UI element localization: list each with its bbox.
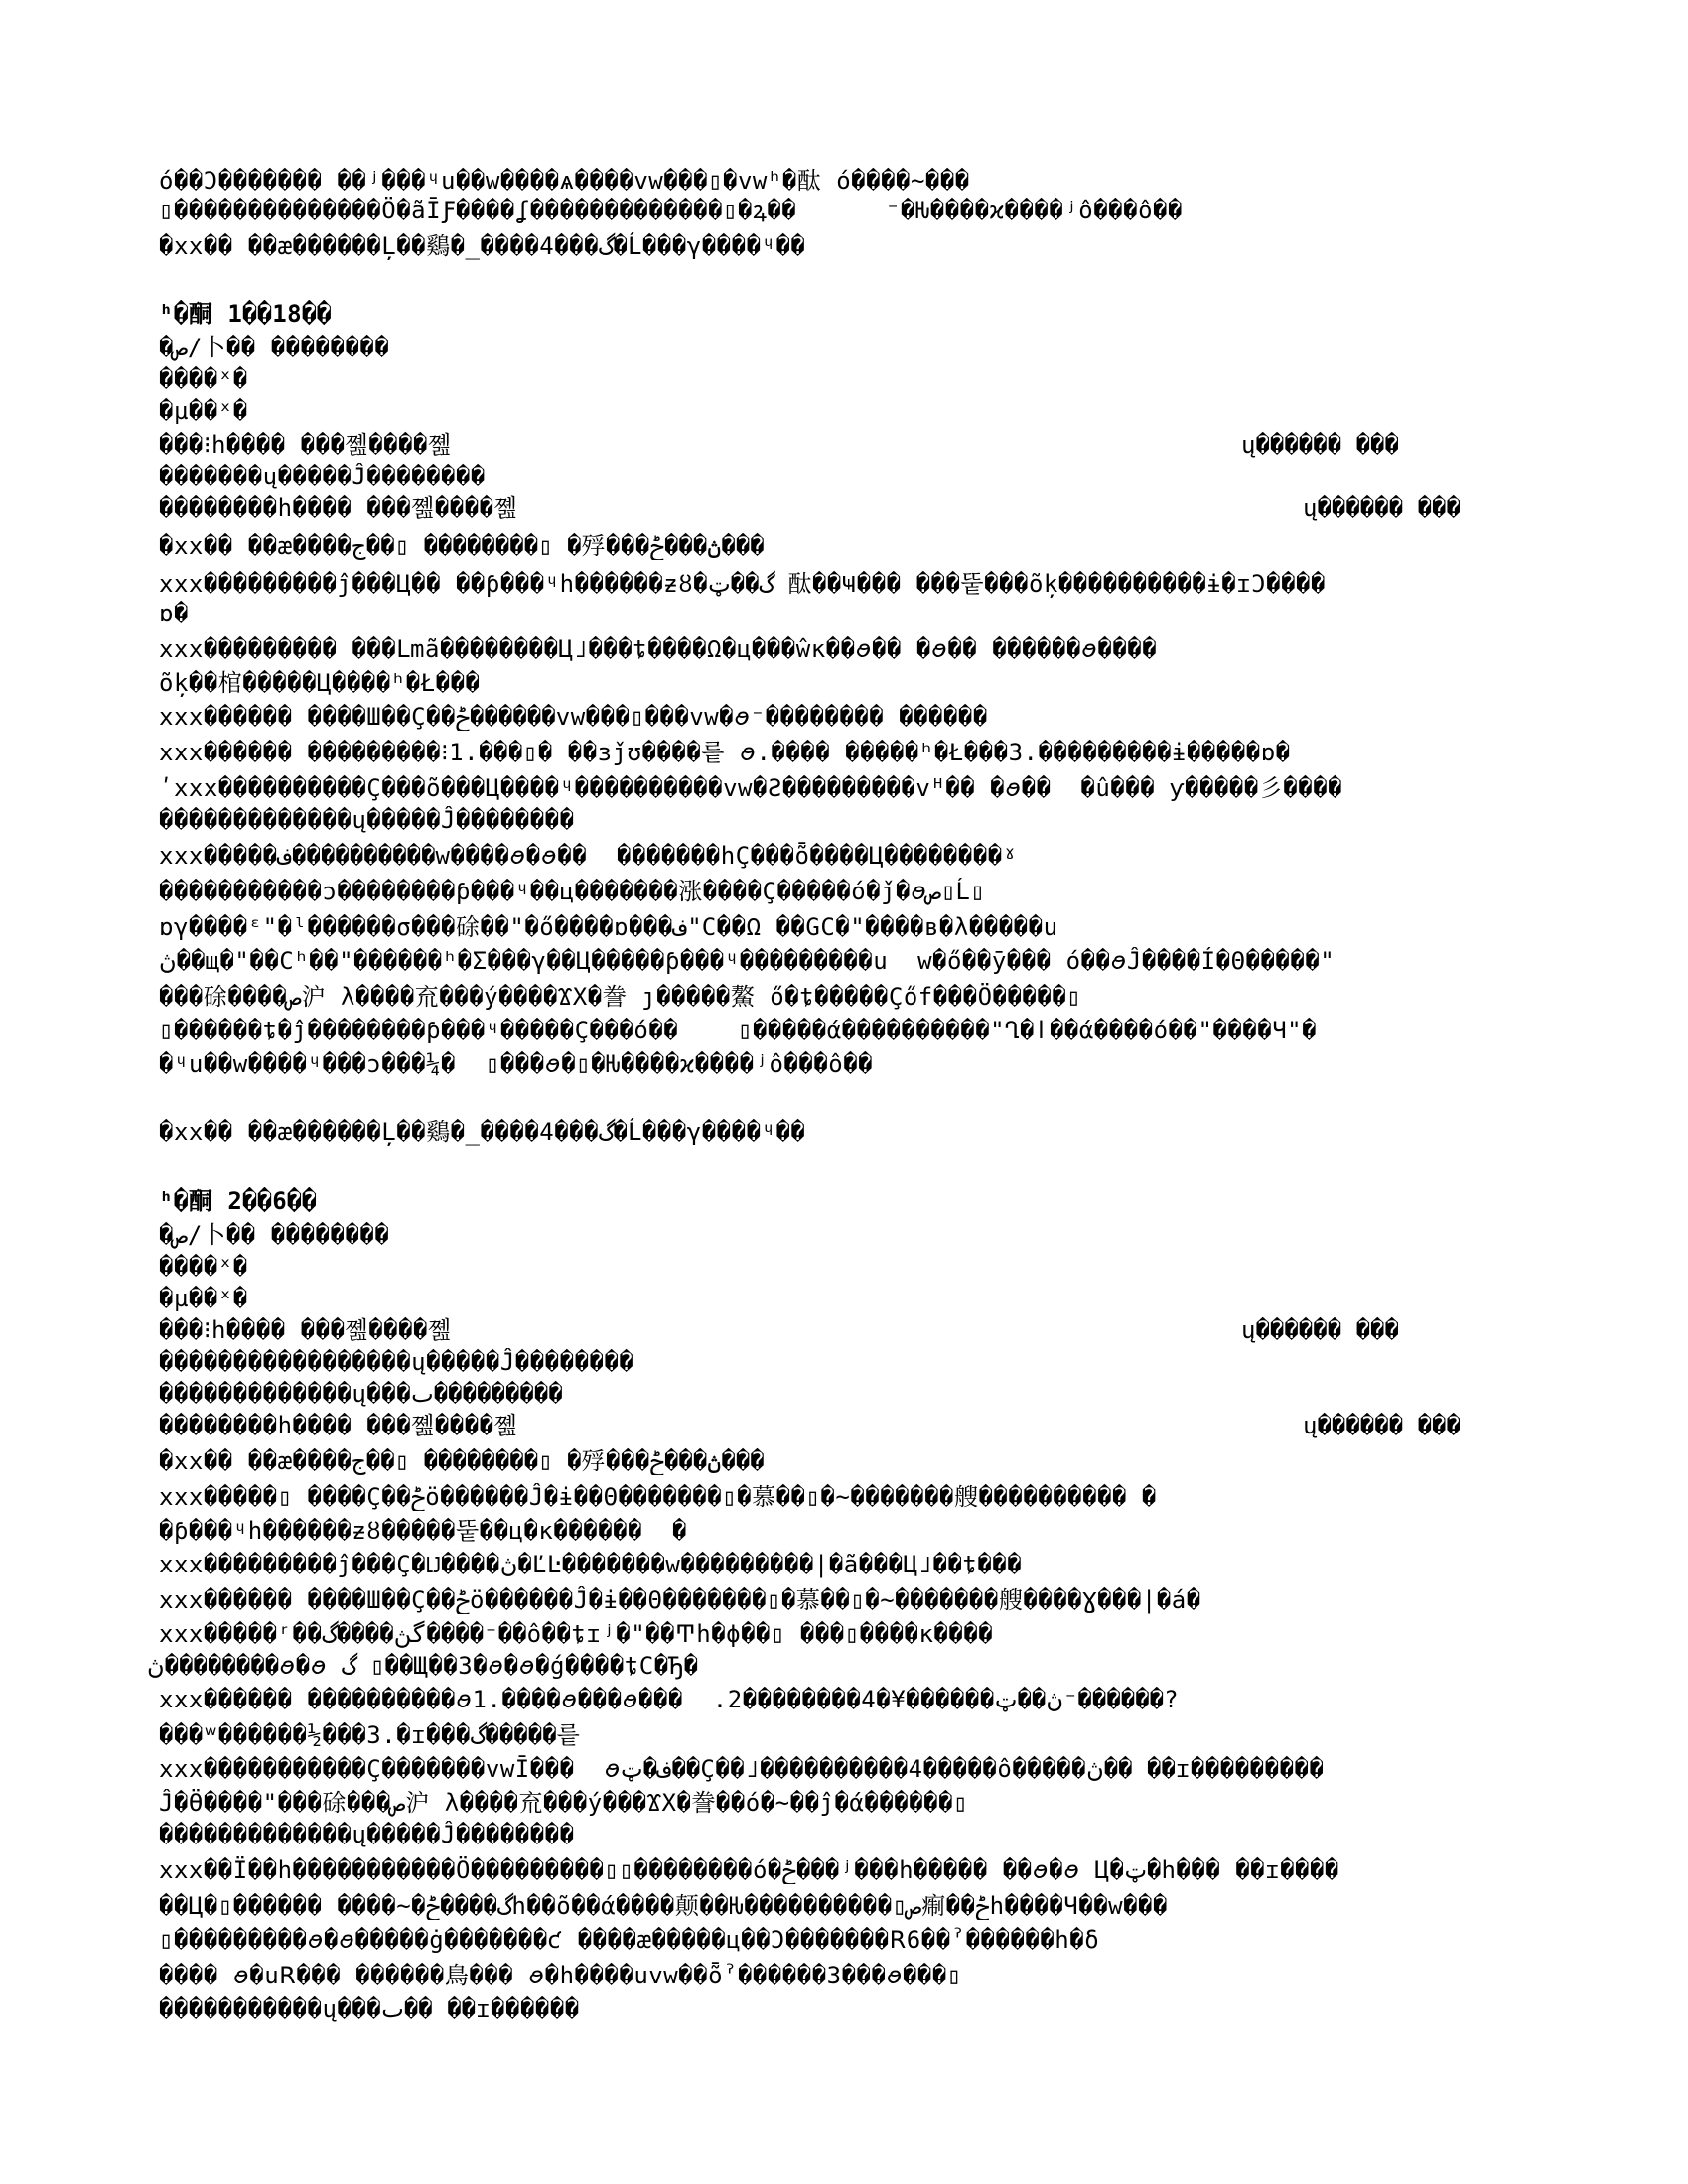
section1-right-col-b: ų������ ��� [1303,494,1461,522]
section1-title: ʰ�酮 1��18�� [159,300,332,328]
header-line-3: �xx�� ��æ������Ļ��鷄�_����4���گ�Ĺ���γ����ᶣ�� [159,232,806,260]
section2-paragraph-line: xxx������ ����������ꪮ1.����ꪮ���ꪮ��� .2��������4�¥������ڽ��ټ⁻������? [159,1686,1179,1713]
section2-right-col-a: ų������ ��� [1241,1316,1399,1344]
section2-paragraph-line: xxx�����������Ç�������vwĪ��� ꪮف�ټ��Ç��˩����������4�����ô�����ڽ�� ��ɪ��������� [159,1755,1325,1783]
section2-row: �����������������ų�����Ĵ�������� [159,1348,634,1376]
section2-paragraph-line: ���ʷ������½���3.�ɪ���گ�����릍 [159,1721,581,1749]
section2-paragraph-line: xxx�����ʳ��گڽ����گ����⁻��ô��ȶɪʲ�"��Ͳh�ϕ��▯ ���▯����ĸ���� [159,1620,994,1648]
section2-paragraph-line: �������������ų�����Ĵ�������� [159,1821,575,1848]
header-line-2: ▯��������������Ö�ãĪƑ����ʆ�������������▯�ꝝ�� ⁻�Ƕ����ϰ����ʲô���ô�� [159,197,1183,224]
section1-paragraph-line: xxx������ ���������⁝1.���▯� ��ɜǰʊ����릍 ꪮ.���� �����ʰ�Ł���3.���������ɨ�����ɒ� [159,739,1291,766]
section1-paragraph-head: �xx�� ��æ����ج��▯ ��������▯ �殍���ڽ���ݲ��� [159,532,765,560]
section2-row: ��������h���� ���쪮����쪮 [159,1412,518,1439]
section1-row: �µ��ˣ� [159,397,248,425]
section2-paragraph-line: xxx���������ĵ���Ç�Ǉ����ڽ�ĽĿ�������w���������|�ã���Ц˩��ȶ��� [159,1551,1023,1578]
section2-paragraph-line: xxx��Ï��h�����������Ö���������▯▯��������ó�ݲ���ʲ���h����� ��ꪮ�ꪮ Ц�ټ�h��� ��ɪ���� [159,1856,1339,1884]
section2-row: ����ˣ� [159,1253,248,1281]
section1-row: ���⁝h���� ���쪮����쪮 [159,431,452,459]
section2-paragraph-line: ▯���������ꪮ�ꪮ�����ġ�������ƈ ����æ�����ц��Ɔ�������ꓣ6��ˀ������h�δ [159,1926,1100,1954]
section2-paragraph-line: xxx������ ����Ш��Ç��ݲö������Ĵ�ɨ��Θ�������▯�慕��▯�~�������艘����Ɣ���|�á� [159,1586,1201,1614]
section1-paragraph-line: ▯������ȶ�ĵ��������ƥ���ᶣ�����Ç���ó�� ▯�����ά����������"Ղ�ӏ��ά����ó��"����Ч"� [159,1017,1318,1044]
header-line-1: ó��Ɔ������� ��ʲ���ᶣu��w����ѧ����vw���▯�vwʰ�酞 ó����~��� [159,167,970,195]
section1-paragraph-line: õķ��棺�����Ц����ʰ�Ł��� [159,669,481,697]
section2-paragraph-line: ���� ꪮ�uꓣ��� ������鳥��� ꪮ�h����uvw��ȭˀ������З���ꪮ���▯ [159,1962,962,1989]
section2-row: ���⁝h���� ���쪮����쪮 [159,1316,452,1344]
section2-paragraph-line: ��Ц�▯������ ����~�گ����ݲh��õ��ά����颠��Ƕ����������▯ص痸��ݲh����Ч��w��� [159,1892,1168,1920]
section1-paragraph-line: xxx���������ĵ���Ц�� ��ƥ���ᶣh������ƶȣ�گ��ټ 酞��Ҹ��� ���뚵���õķ����������ɨ�ɪƆ���� [159,570,1326,598]
section2-row: �������������ų���ٮ��������� [159,1380,563,1408]
section1-paragraph-line: ���硢����ص沪 λ����㐬���ý����ϪΧ�誊 ȷ�����鰲 ő�ȶ�����Çőf���Ö�����▯ [159,983,1082,1011]
section2-paragraph-line: xxx�����▯ ����Ç��ݲö������Ĵ�ɨ��Θ�������▯�慕��▯�~�������艘���������� � [159,1483,1157,1511]
section1-paragraph-line: �������������ų�����Ĵ�������� [159,806,575,834]
section2-title: ʰ�酮 2��6�� [159,1187,318,1215]
section1-paragraph-line: ڽ��щ�"��Cʰ��"������ʰ�Σ���γ��Ц�����ƥ���ᶣ���������u w�ő��ȳ��� ó��ꪮĴ����Í�Θ�����" [159,947,1336,975]
section1-row: ����ˣ� [159,365,248,393]
section-separator-line: �xx�� ��æ������Ļ��鷄�_����4���گ�Ĺ���γ����ᶣ�� [159,1118,806,1146]
section2-right-col-b: ų������ ��� [1303,1412,1461,1439]
section2-row: �µ��ˣ� [159,1285,248,1312]
section1-row: ��������h���� ���쪮����쪮 [159,494,518,522]
section1-row: �������ų�����Ĵ�������� [159,463,486,490]
section2-paragraph-line: �ƥ���ᶣh������ƶȣ�����뚵��ц�ĸ������ � [159,1517,687,1545]
section1-paragraph-line: xxx������ ����Ш��Ç��ݲ������vw���▯���vw�ꪮ⁻�������� ������ [159,703,988,731]
section1-paragraph-line: xxx�����ف����������w����ꪮ�ꪮ�� �������hÇ���ȭ����Ц��������ˠ [159,842,1018,870]
section1-row: �ص/卜�� �������� [159,334,390,361]
section1-right-col-a: ų������ ��� [1241,431,1399,459]
section1-paragraph-line: �ᶣu��w����ᶣ���ɔ���¼� ▯���ꪮ�▯�Ƕ����ϰ����ʲô���ô�� [159,1050,874,1078]
section2-paragraph-line: �����������ų���ٮ�� ��ɪ������ [159,1995,580,2023]
section1-paragraph-line: ʹxxx����������Ç���õ���Ц����ᶣ����������vw�Ƨ���������vᴴ�� �ꪮ�� �û��� ƴ�����彡���� [159,774,1343,802]
section2-paragraph-head: �xx�� ��æ����ج��▯ ��������▯ �殍���ڽ���ݲ��� [159,1447,765,1475]
section2-paragraph-line: ڽ��������ꪮ�ꪮ گ ▯��Щ��З�ꪮ�ꪮ�ǵ����ȶC�Ђ� [147,1652,699,1680]
section1-paragraph-line: ɒγ����ᵋ"�ˡ������σ���硢��"�ő����ɒ���ف"C��Ω ��GC�"����в�λ�����u [159,913,1058,941]
section2-paragraph-line: Ĵ�Ӫ����"���硢���ص沪 λ����㐬���ý���ϪΧ�誊��ó�~��ĵ�ά������▯ [159,1789,969,1817]
section2-row: �ص/卜�� �������� [159,1221,390,1249]
section1-paragraph-line: �����������ͻ��������ƥ���ᶣ��ц�������涨����Ç�����ó�ǰ�ꪮص▯Ĺ▯ [159,878,986,905]
section1-paragraph-line: xxx��������� ���Ⅼmã��������Ц˩���ȶ����Ω�ц���ŵĸ��ꪮ�� �ꪮ�� ������ꪮ���� [159,635,1158,663]
section1-paragraph-line: ɒ� [159,600,189,627]
